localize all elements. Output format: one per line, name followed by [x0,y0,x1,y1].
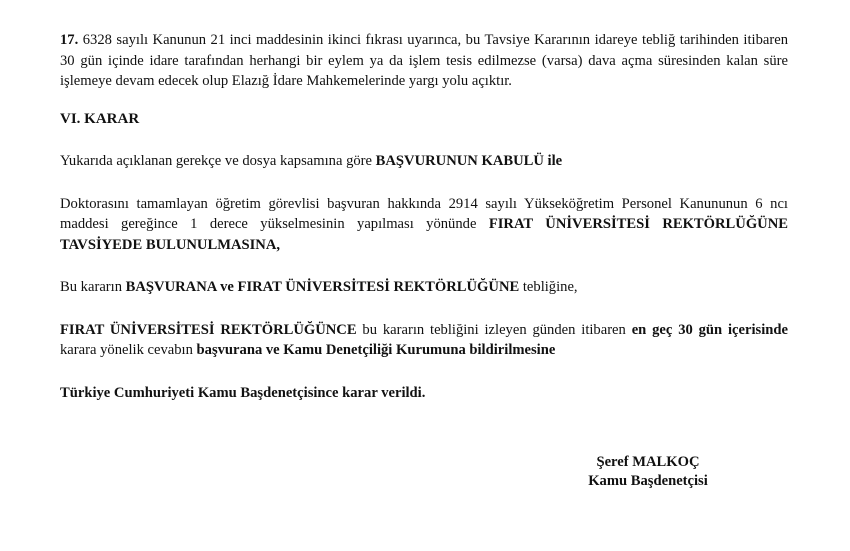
signature-block [578,453,718,491]
notification-pre: Bu kararın [60,279,126,295]
reporting-paragraph [60,320,788,361]
acceptance-paragraph [60,151,788,172]
signatory-title: Kamu Başdenetçisi [588,473,708,489]
section-heading: VI. KARAR [60,110,140,127]
signatory-name: Şeref MALKOÇ [596,454,700,470]
paragraph-number: 17. [60,32,79,48]
notification-bold: BAŞVURANA ve FIRAT ÜNİVERSİTESİ REKTÖRLÜĞÜNE [125,279,520,295]
recommendation-bold: FIRAT ÜNİVERSİTESİ REKTÖRLÜĞÜNE TAVSİYEDE BULUNULMASINA, [60,216,788,253]
decision-document [60,30,788,403]
reporting-text-2: karara yönelik cevabın [60,342,197,358]
notification-post: tebliğine, [519,279,578,295]
paragraph-17 [60,30,788,92]
closing-bold: Türkiye Cumhuriyeti Kamu Başdenetçisince karar verildi. [60,384,426,401]
recommendation-text: Doktorasını tamamlayan öğretim görevlisi başvuran hakkında 2914 sayılı Yükseköğretim Personel Kanununun 6 ncı maddesi gereğince 1 derece yükselmesinin yapılması yönünde [60,195,788,232]
closing-paragraph [60,383,788,404]
acceptance-text: Yukarıda açıklanan gerekçe ve dosya kapsamına göre [60,153,376,169]
reporting-bold-authority: FIRAT ÜNİVERSİTESİ REKTÖRLÜĞÜNCE [60,321,357,338]
paragraph-17-text: 6328 sayılı Kanunun 21 inci maddesinin ikinci fıkrası uyarınca, bu Tavsiye Kararının idareye tebliğ tarihinden itibaren 30 gün içinde idare tarafından herhangi bir eylem ya da işlem tesis edilmezse (varsa) dava açma süresinden kalan süre işlemeye devam edecek olup Elazığ İdare Mahkemelerinde yargı yolu açıktır. [60,32,788,89]
reporting-bold-recipients: başvurana ve Kamu Denetçiliği Kurumuna bildirilmesine [196,342,556,358]
recommendation-paragraph [60,194,788,256]
acceptance-bold: BAŞVURUNUN KABULÜ ile [375,153,563,169]
reporting-text-1: bu kararın tebliğini izleyen günden itibaren [356,321,632,338]
reporting-bold-deadline: en geç 30 gün içerisinde [631,321,788,338]
notification-paragraph [60,277,788,298]
